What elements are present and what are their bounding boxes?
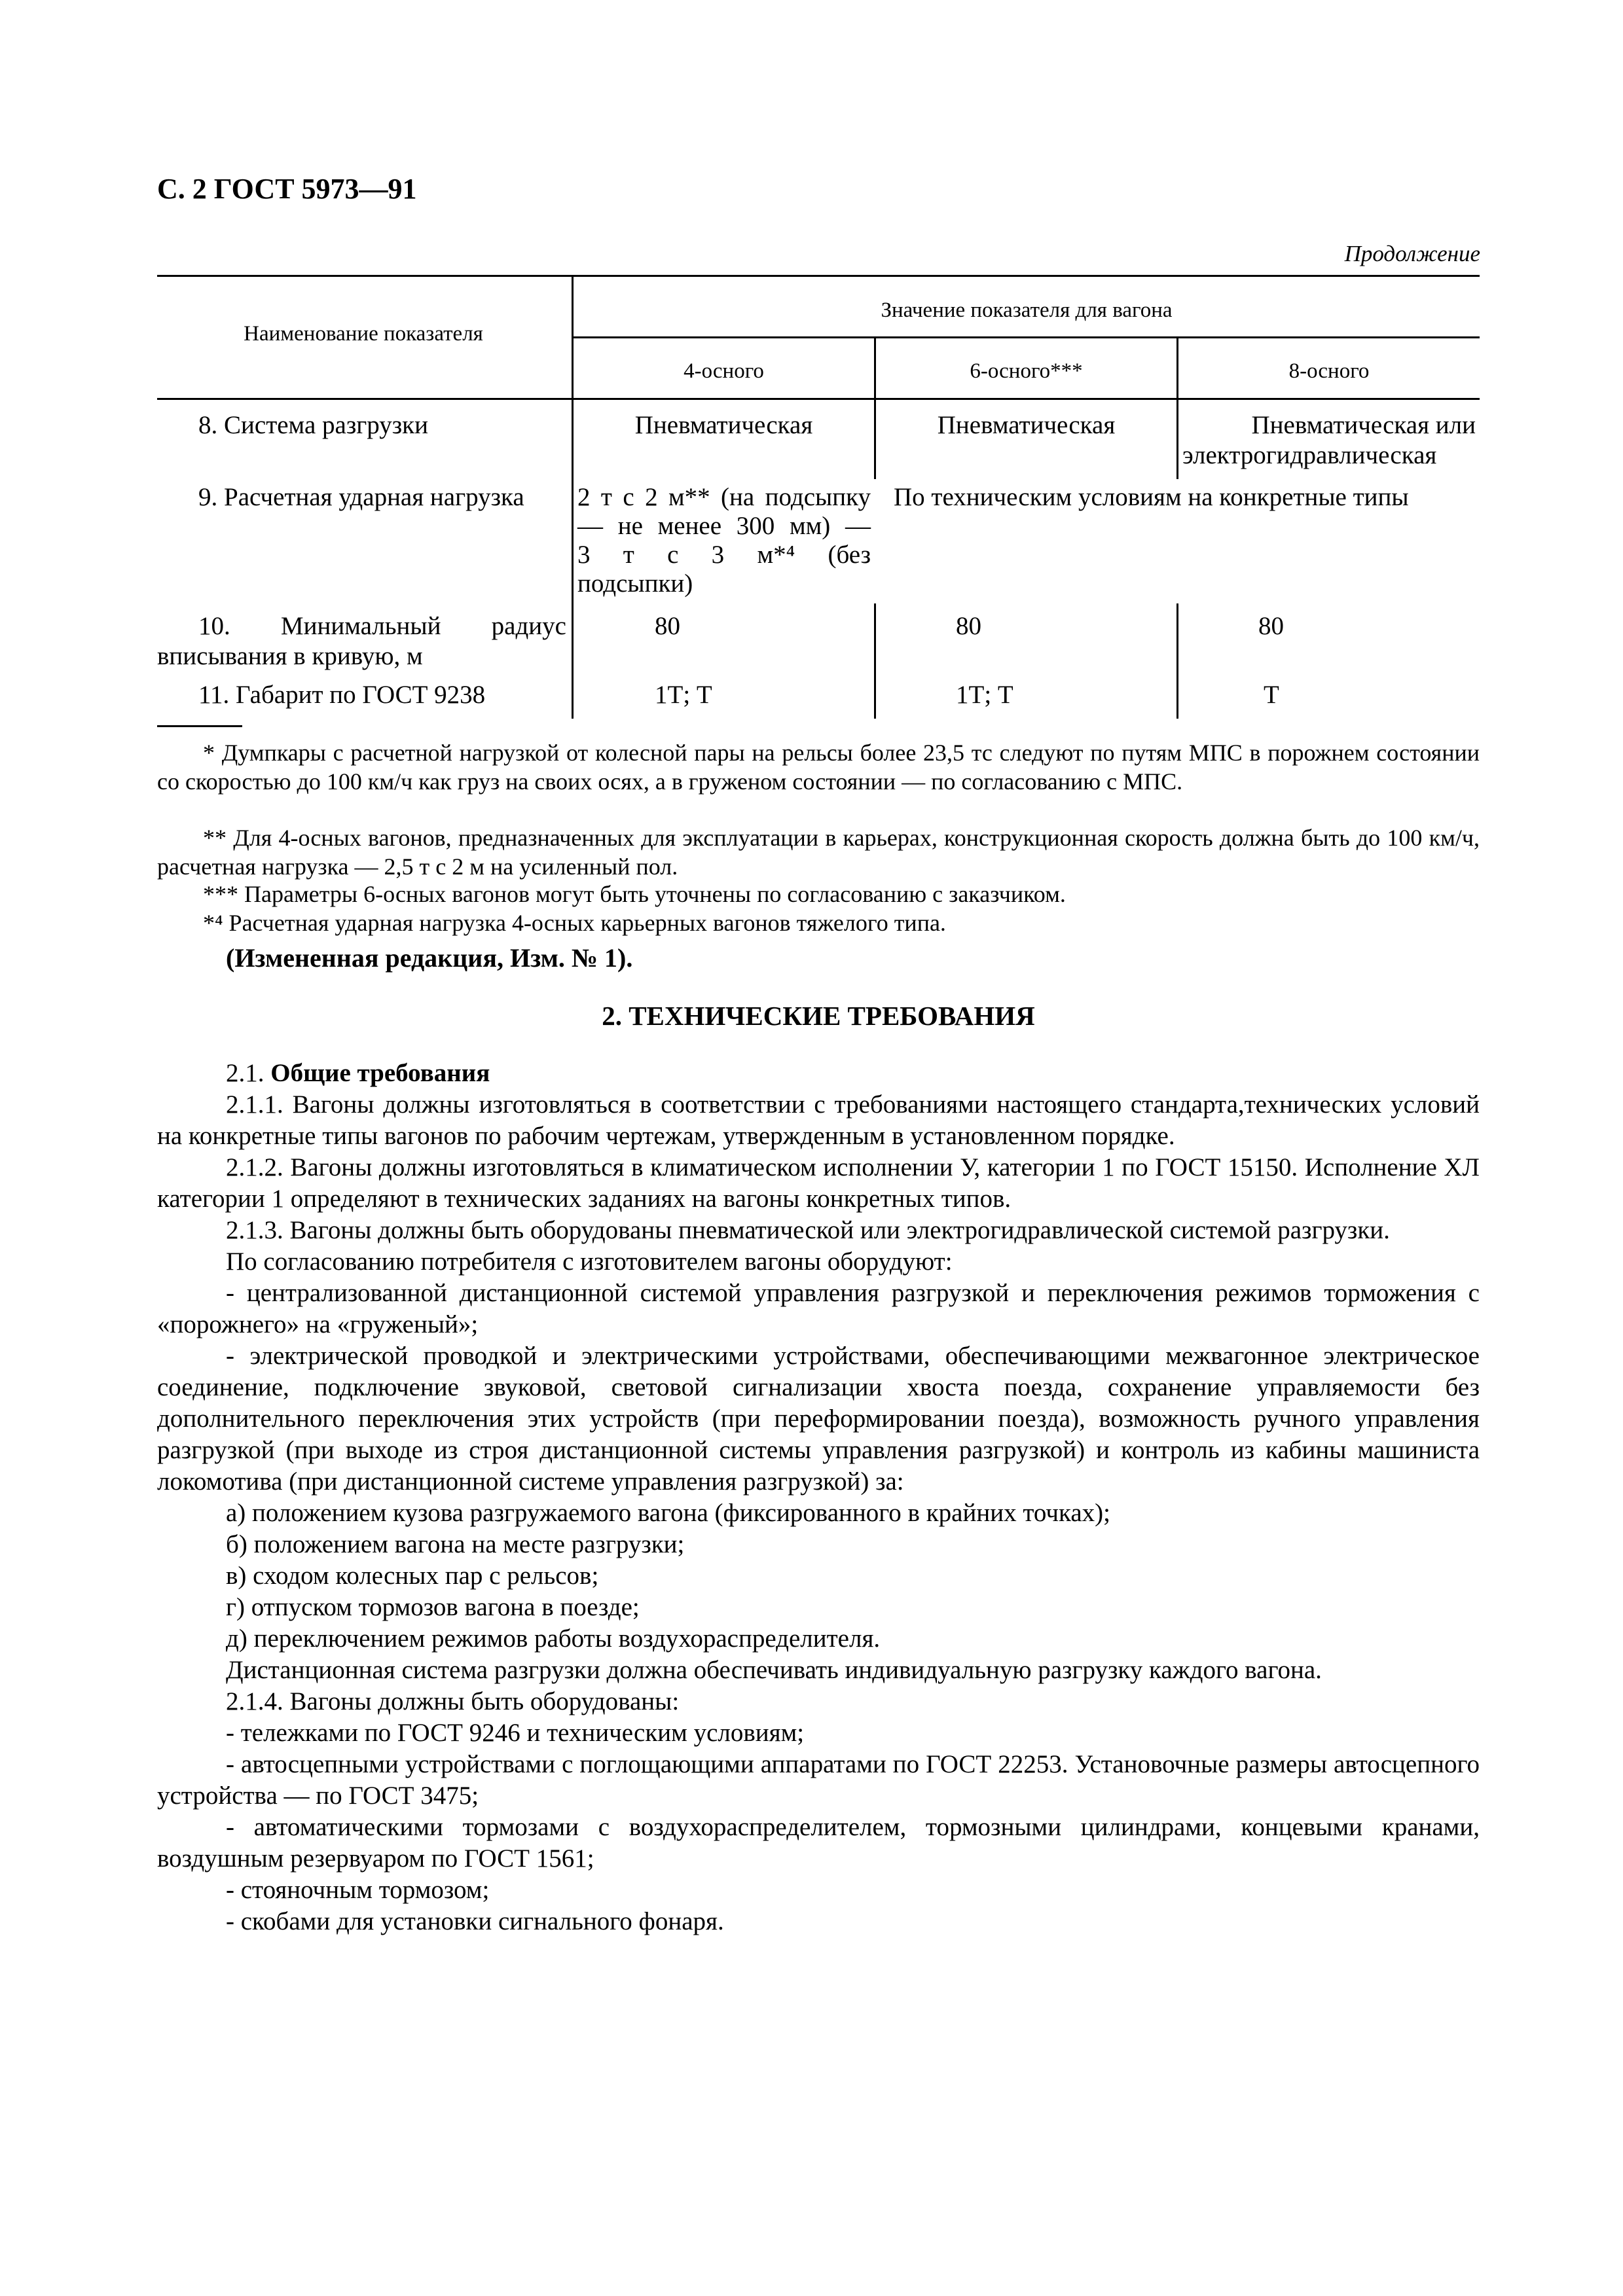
row10-name-line1: 10. Минимальный радиус: [198, 612, 566, 640]
p-item-d: д) переключением режимов работы воздухораспределителя.: [226, 1624, 881, 1653]
row10-v4: 80: [655, 612, 680, 640]
header-name: Наименование показателя: [244, 322, 483, 346]
p-2-1-4: 2.1.4. Вагоны должны быть оборудованы:: [226, 1687, 680, 1715]
page-header: С. 2 ГОСТ 5973—91: [157, 173, 417, 205]
p-2-1-number: 2.1.: [226, 1059, 264, 1087]
p-2-1-3: 2.1.3. Вагоны должны быть оборудованы пневматической или электрогидравлической системой разгрузки.: [226, 1216, 1390, 1244]
row8-v8-line1: Пневматическая или: [1251, 411, 1476, 439]
p-remote: Дистанционная система разгрузки должна обеспечивать индивидуальную разгрузку каждого вагона.: [226, 1656, 1322, 1684]
row11-v4: 1Т; Т: [655, 681, 712, 709]
p-item-a: а) положением кузова разгружаемого вагона (фиксированного в крайних точках);: [226, 1499, 1110, 1527]
table-col-divider-2b: [874, 603, 876, 719]
p-2-1-title: Общие требования: [270, 1059, 490, 1087]
row10-v8: 80: [1258, 612, 1284, 640]
table-top-rule: [157, 275, 1480, 277]
header-4axle: 4-осного: [684, 359, 764, 383]
footnote-1: * Думпкары с расчетной нагрузкой от колесной пары на рельсы более 23,5 тс следуют по путям МПС в порожнем состоянии со скоростью до 100 км/ч как груз на своих осях, а в груженом состоянии — по согласованию с МПС.: [157, 740, 1480, 795]
continuation-label: Продолжение: [1344, 241, 1480, 266]
footnote-rule: [157, 725, 242, 727]
row9-v4-line2: — не менее 300 мм) —: [577, 512, 871, 540]
footnote-2: ** Для 4-осных вагонов, предназначенных для эксплуатации в карьерах, конструкционная скорость должна быть до 100 км/ч, расчетная нагрузка — 2,5 т с 2 м на усиленный пол.: [157, 825, 1480, 880]
row10-name-line2: вписывания в кривую, м: [157, 642, 423, 670]
row10-v6: 80: [956, 612, 981, 640]
row11-v8: Т: [1264, 681, 1279, 709]
p-electric: - электрической проводкой и электрическими устройствами, обеспечивающими межвагонное электрическое соединение, подключение звуковой, световой сигнализации хвоста поезда, сохранение управляемости без дополнительного переключения этих устройств (при переформировании поезда), возможность ручного управления разгрузкой (при выходе из строя дистанционной системы управления разгрузкой) и контроль из кабины машиниста локомотива (при дистанционной системе управления разгрузкой) за:: [157, 1342, 1480, 1496]
header-6axle: 6-осного***: [970, 359, 1083, 383]
p-item-v: в) сходом колесных пар с рельсов;: [226, 1562, 599, 1590]
table-header-bottom-rule: [157, 398, 1480, 400]
header-8axle: 8-осного: [1288, 359, 1370, 383]
section-title: 2. ТЕХНИЧЕСКИЕ ТРЕБОВАНИЯ: [602, 1001, 1035, 1031]
p-coupler: - автосцепными устройствами с поглощающими аппаратами по ГОСТ 22253. Установочные размеры автосцепного устройства — по ГОСТ 3475;: [157, 1750, 1480, 1810]
p-brackets: - скобами для установки сигнального фонаря.: [226, 1907, 724, 1935]
row11-name: 11. Габарит по ГОСТ 9238: [198, 681, 486, 709]
p-bogies: - тележками по ГОСТ 9246 и техническим условиям;: [226, 1719, 805, 1747]
p-brakes: - автоматическими тормозами с воздухораспределителем, тормозными цилиндрами, концевыми кранами, воздушным резервуаром по ГОСТ 1561;: [157, 1813, 1480, 1873]
p-item-b: б) положением вагона на месте разгрузки;: [226, 1530, 685, 1558]
table-col-divider-3b: [1176, 603, 1178, 719]
row9-v4-line4: подсыпки): [577, 569, 693, 598]
row9-v4-line3: 3 т с 3 м*⁴ (без: [577, 541, 871, 569]
amendment-note: (Измененная редакция, Изм. № 1).: [226, 943, 633, 973]
footnote-3: *** Параметры 6-осных вагонов могут быть уточнены по согласованию с заказчиком.: [203, 881, 1066, 907]
row8-v6: Пневматическая: [937, 411, 1116, 439]
p-item-g: г) отпуском тормозов вагона в поезде;: [226, 1593, 640, 1621]
header-group: Значение показателя для вагона: [881, 298, 1173, 322]
row8-v4: Пневматическая: [634, 411, 813, 439]
row8-v8-line2: электрогидравлическая: [1182, 441, 1437, 469]
p-2-1-2: 2.1.2. Вагоны должны изготовляться в климатическом исполнении У, категории 1 по ГОСТ 15150. Исполнение ХЛ категории 1 определяют в технических заданиях на вагоны конкретных типов.: [157, 1153, 1480, 1213]
table-subheader-rule: [572, 336, 1480, 338]
p-centralized: - централизованной дистанционной системой управления разгрузкой и переключения режимов торможения с «порожнего» на «груженый»;: [157, 1279, 1480, 1338]
row9-v68: По техническим условиям на конкретные типы: [894, 483, 1409, 511]
p-parking: - стояночным тормозом;: [226, 1876, 490, 1904]
row9-name: 9. Расчетная ударная нагрузка: [198, 483, 524, 511]
footnote-4: *⁴ Расчетная ударная нагрузка 4-осных карьерных вагонов тяжелого типа.: [203, 910, 946, 936]
row9-v4-line1: 2 т с 2 м** (на подсыпку: [577, 483, 871, 511]
body-text: [157, 1058, 1480, 1937]
p-agreement: По согласованию потребителя с изготовителем вагоны оборудуют:: [226, 1247, 953, 1276]
p-2-1: [157, 1058, 1480, 1089]
row11-v6: 1Т; Т: [956, 681, 1013, 709]
row8-name: 8. Система разгрузки: [198, 411, 428, 439]
p-2-1-1: 2.1.1. Вагоны должны изготовляться в соответствии с требованиями настоящего стандарта,технических условий на конкретные типы вагонов по рабочим чертежам, утвержденным в установленном порядке.: [157, 1090, 1480, 1150]
table-col-divider-1: [572, 275, 574, 719]
